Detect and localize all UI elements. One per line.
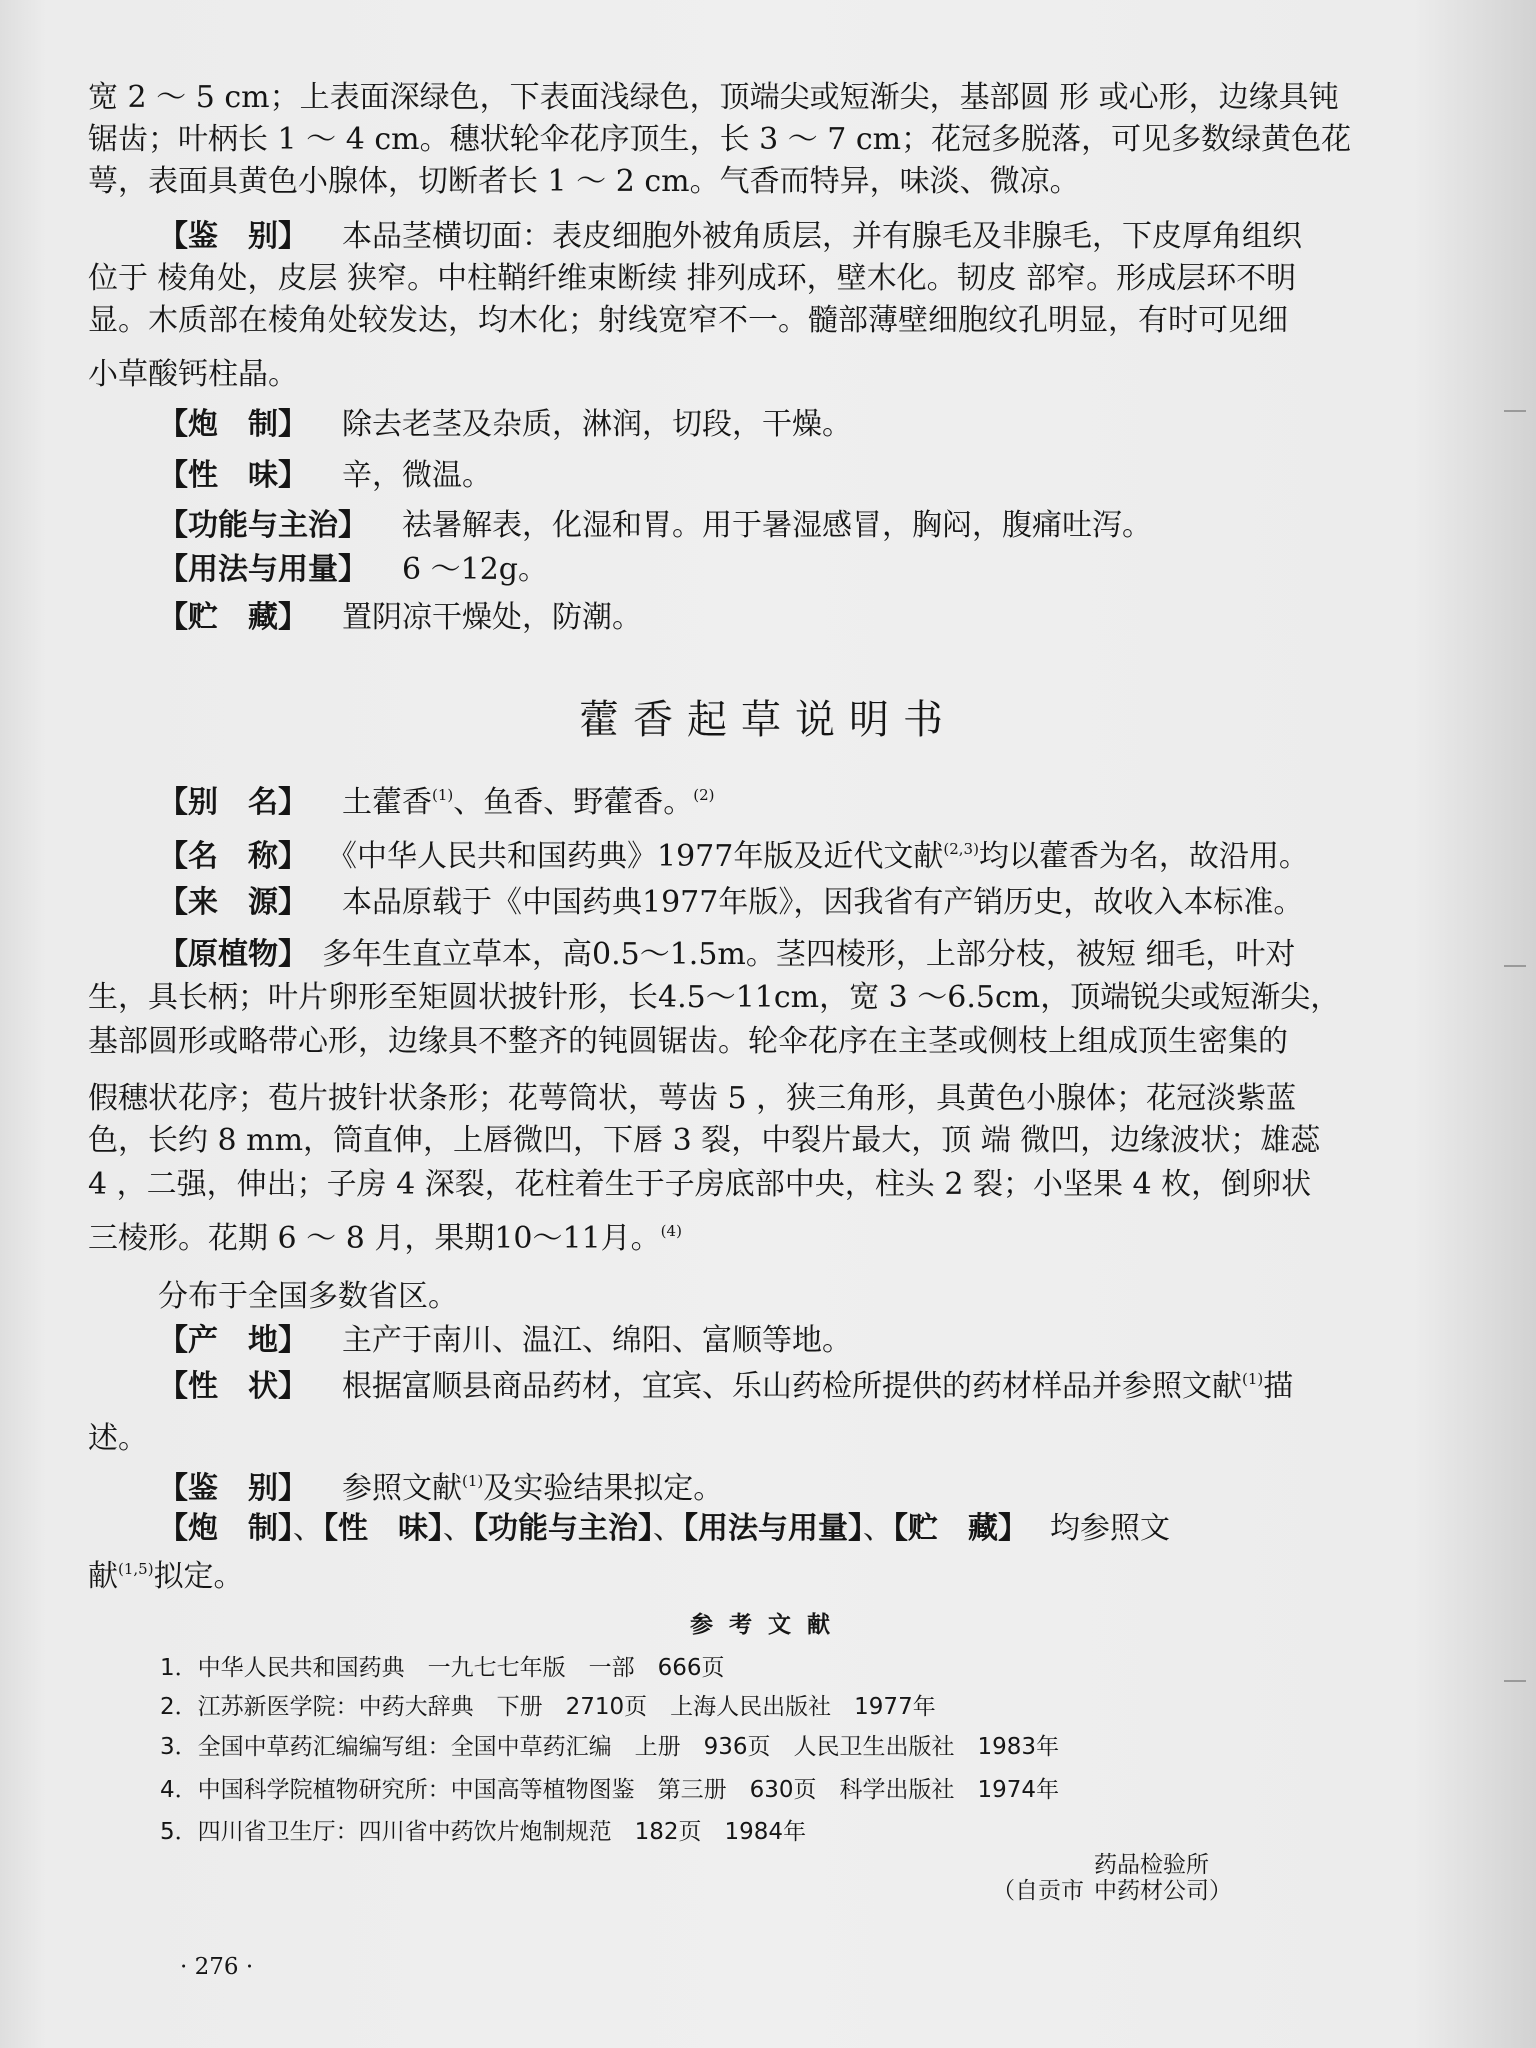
section-title: 藿香起草说明书 xyxy=(579,697,957,743)
usage-label: 【用法与用量】 xyxy=(158,552,368,587)
text-span: 参照文献 xyxy=(342,1471,462,1506)
text-line: 位于 棱角处，皮层 狭窄。中柱鞘纤维束断续 排列成环，壁木化。韧皮 部窄。形成层环不明 xyxy=(88,261,1297,296)
scan-mark xyxy=(1504,410,1526,412)
name-label: 【名 称】 xyxy=(158,839,308,874)
text-span: 描 xyxy=(1263,1369,1294,1404)
processing-label: 【炮 制】 xyxy=(158,1511,293,1546)
identification-paragraph xyxy=(158,219,1418,254)
signature-line: 药品检验所 xyxy=(1094,1852,1209,1878)
text-span: 及实验结果拟定。 xyxy=(483,1471,724,1506)
reference-item: 2．江苏新医学院：中药大辞典 下册 2710页 上海人民出版社 1977年 xyxy=(160,1694,936,1720)
text-line: 4 ，二强，伸出；子房 4 深裂，花柱着生于子房底部中央，柱头 2 裂；小坚果 4 枚，倒卵状 xyxy=(88,1167,1312,1202)
storage-entry xyxy=(158,600,1418,635)
character-label: 【性 状】 xyxy=(158,1369,308,1404)
text-span: 多年生直立草本，高0.5～1.5m。茎四棱形，上部分枝，被短 细毛，叶对 xyxy=(322,937,1296,972)
taste-label: 【性 味】 xyxy=(323,1511,443,1546)
text-span: 6 ～12g。 xyxy=(402,552,549,587)
combined-entry xyxy=(158,1511,1418,1546)
processing-entry xyxy=(158,407,1418,442)
text-line: 萼，表面具黄色小腺体，切断者长 1 ～ 2 cm。气香而特异，味淡、微凉。 xyxy=(88,164,1080,199)
storage-label: 【贮 藏】 xyxy=(158,600,308,635)
identification-label: 【鉴 别】 xyxy=(158,1471,308,1506)
taste-label: 【性 味】 xyxy=(158,458,308,493)
page-number: · 276 · xyxy=(180,1954,254,1980)
storage-label: 【贮 藏】 xyxy=(893,1511,1028,1546)
signature-prefix: （自贡市 xyxy=(992,1878,1084,1904)
citation: (1,5) xyxy=(118,1560,154,1578)
text-span: 拟定。 xyxy=(153,1559,244,1594)
source-label: 【来 源】 xyxy=(158,885,308,920)
name-entry xyxy=(158,839,1418,874)
text-span: 土藿香 xyxy=(342,785,432,820)
text-line: 色，长约 8 mm，筒直伸，上唇微凹，下唇 3 裂，中裂片最大，顶 端 微凹，边缘波状；雄蕊 xyxy=(88,1123,1321,1158)
signature-stack xyxy=(1094,1852,1234,1904)
citation: (4) xyxy=(660,1222,682,1240)
text-span: 献 xyxy=(88,1559,118,1594)
text-span: 祛暑解表，化湿和胃。用于暑湿感冒，胸闷，腹痛吐泻。 xyxy=(402,508,1152,543)
text-span: 本品原载于《中国药典1977年版》，因我省有产销历史，故收入本标准。 xyxy=(342,885,1304,920)
text-span: 均以藿香为名，故沿用。 xyxy=(978,839,1309,874)
usage-label: 【用法与用量】 xyxy=(683,1511,863,1546)
references-heading: 参考文献 xyxy=(690,1612,846,1638)
function-label: 【功能与主治】 xyxy=(473,1511,653,1546)
function-label: 【功能与主治】 xyxy=(158,508,368,543)
reference-item: 1．中华人民共和国药典 一九七七年版 一部 666页 xyxy=(160,1655,725,1681)
text-span: 辛，微温。 xyxy=(342,458,492,493)
text-span: 主产于南川、温江、绵阳、富顺等地。 xyxy=(342,1323,852,1358)
text-span: 三棱形。花期 6 ～ 8 月，果期10～11月。 xyxy=(88,1221,661,1256)
citation: (1) xyxy=(432,786,454,804)
citation: (1) xyxy=(462,1472,484,1490)
text-span: 、鱼香、野藿香。 xyxy=(453,785,694,820)
plant-entry xyxy=(158,937,1418,972)
separator: 、 xyxy=(443,1511,473,1546)
scan-mark xyxy=(1504,965,1526,967)
reference-item: 3．全国中草药汇编编写组：全国中草药汇编 上册 936页 人民卫生出版社 1983年 xyxy=(160,1734,1060,1760)
separator: 、 xyxy=(653,1511,683,1546)
text-line: 锯齿；叶柄长 1 ～ 4 cm。穗状轮伞花序顶生，长 3 ～ 7 cm；花冠多脱落，可见多数绿黄色花 xyxy=(88,122,1352,157)
text-line: 宽 2 ～ 5 cm；上表面深绿色，下表面浅绿色，顶端尖或短渐尖，基部圆 形 或心形，边缘具钝 xyxy=(88,80,1339,115)
text-line xyxy=(88,1559,1348,1594)
function-entry xyxy=(158,508,1418,543)
signature-line: 中药材公司） xyxy=(1094,1878,1232,1904)
citation: (1) xyxy=(1242,1370,1264,1388)
separator: 、 xyxy=(293,1511,323,1546)
text-line: 基部圆形或略带心形，边缘具不整齐的钝圆锯齿。轮伞花序在主茎或侧枝上组成顶生密集的 xyxy=(88,1024,1288,1059)
taste-entry xyxy=(158,458,1418,493)
citation: (2) xyxy=(693,786,715,804)
text-line xyxy=(88,1221,1348,1256)
scan-mark xyxy=(1504,1680,1526,1682)
alias-entry xyxy=(158,785,1418,820)
alias-label: 【别 名】 xyxy=(158,785,308,820)
text-span: 《中华人民共和国药典》1977年版及近代文献 xyxy=(342,839,944,874)
text-line: 假穗状花序；苞片披针状条形；花萼筒状，萼齿 5 ，狭三角形，具黄色小腺体；花冠淡紫蓝 xyxy=(88,1081,1297,1116)
separator: 、 xyxy=(863,1511,893,1546)
origin-entry xyxy=(158,1323,1418,1358)
identification-entry xyxy=(158,1471,1418,1506)
text-span: 均参照文 xyxy=(1050,1511,1170,1546)
text-span: 根据富顺县商品药材，宜宾、乐山药检所提供的药材样品并参照文献 xyxy=(342,1369,1242,1404)
text-span: 除去老茎及杂质，淋润，切段，干燥。 xyxy=(342,407,852,442)
citation: (2,3) xyxy=(943,840,979,858)
origin-label: 【产 地】 xyxy=(158,1323,308,1358)
text-span: 本品茎横切面：表皮细胞外被角质层，并有腺毛及非腺毛，下皮厚角组织 xyxy=(342,219,1302,254)
text-span: 置阴凉干燥处，防潮。 xyxy=(342,600,642,635)
text-line: 生，具长柄；叶片卵形至矩圆状披针形，长4.5～11cm，宽 3 ～6.5cm，顶端锐尖或短渐尖， xyxy=(88,980,1341,1015)
text-line: 小草酸钙柱晶。 xyxy=(88,357,298,392)
plant-label: 【原植物】 xyxy=(158,937,308,972)
identification-label: 【鉴 别】 xyxy=(158,219,308,254)
usage-entry xyxy=(158,552,1418,587)
reference-item: 5．四川省卫生厅：四川省中药饮片炮制规范 182页 1984年 xyxy=(160,1819,807,1845)
text-line: 显。木质部在棱角处较发达，均木化；射线宽窄不一。髓部薄壁细胞纹孔明显，有时可见细 xyxy=(88,303,1288,338)
source-entry xyxy=(158,885,1418,920)
processing-label: 【炮 制】 xyxy=(158,407,308,442)
reference-item: 4．中国科学院植物研究所：中国高等植物图鉴 第三册 630页 科学出版社 1974年 xyxy=(160,1777,1060,1803)
character-entry xyxy=(158,1369,1418,1404)
distribution-line: 分布于全国多数省区。 xyxy=(158,1279,458,1314)
text-line: 述。 xyxy=(88,1421,148,1456)
